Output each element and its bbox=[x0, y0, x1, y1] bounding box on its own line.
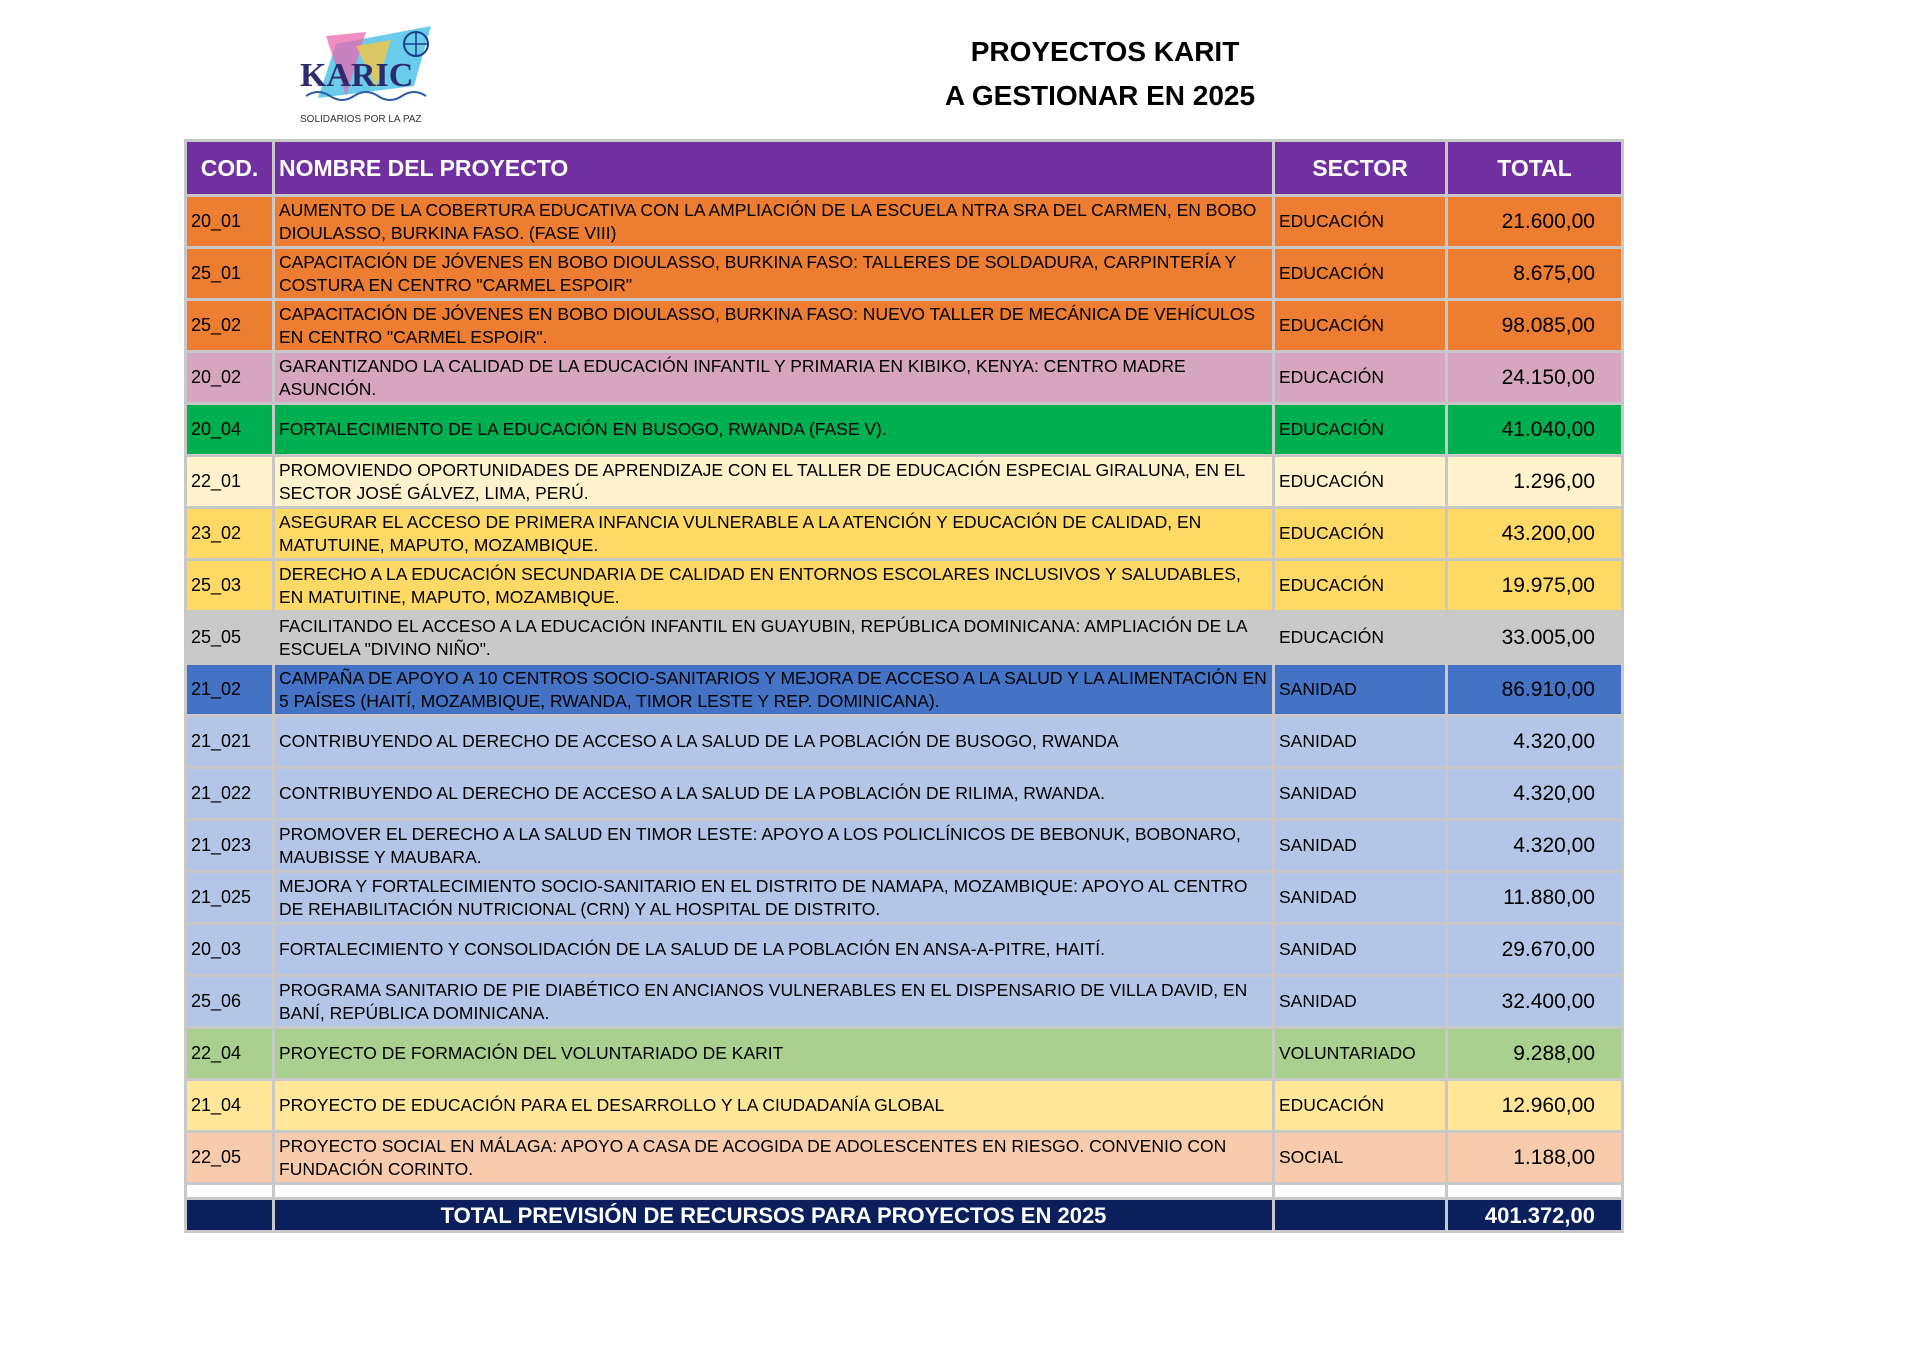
table-row bbox=[186, 1132, 1623, 1184]
row-cod: 22_04 bbox=[186, 1028, 274, 1080]
row-total: 32.400,00 bbox=[1447, 976, 1623, 1028]
row-name: PROMOVIENDO OPORTUNIDADES DE APRENDIZAJE CON EL TALLER DE EDUCACIÓN ESPECIAL GIRALUNA, EN EL SECTOR JOSÉ GÁLVEZ, LIMA, PERÚ. bbox=[274, 456, 1274, 508]
row-total: 4.320,00 bbox=[1447, 820, 1623, 872]
table-row bbox=[186, 976, 1623, 1028]
karic-logo bbox=[296, 26, 446, 126]
row-name: ASEGURAR EL ACCESO DE PRIMERA INFANCIA VULNERABLE A LA ATENCIÓN Y EDUCACIÓN DE CALIDAD, EN MATUTUINE, MAPUTO, MOZAMBIQUE. bbox=[274, 508, 1274, 560]
row-sector: SANIDAD bbox=[1274, 716, 1447, 768]
row-sector: VOLUNTARIADO bbox=[1274, 1028, 1447, 1080]
row-name: CAPACITACIÓN DE JÓVENES EN BOBO DIOULASSO, BURKINA FASO: TALLERES DE SOLDADURA, CARPINTERÍA Y COSTURA EN CENTRO "CARMEL ESPOIR" bbox=[274, 248, 1274, 300]
row-sector: SOCIAL bbox=[1274, 1132, 1447, 1184]
row-total: 4.320,00 bbox=[1447, 768, 1623, 820]
table-row bbox=[186, 404, 1623, 456]
table-row bbox=[186, 820, 1623, 872]
row-cod: 21_021 bbox=[186, 716, 274, 768]
row-sector: EDUCACIÓN bbox=[1274, 508, 1447, 560]
row-name: AUMENTO DE LA COBERTURA EDUCATIVA CON LA AMPLIACIÓN DE LA ESCUELA NTRA SRA DEL CARMEN, EN BOBO DIOULASSO, BURKINA FASO. (FASE VIII) bbox=[274, 196, 1274, 248]
row-cod: 21_025 bbox=[186, 872, 274, 924]
row-sector: EDUCACIÓN bbox=[1274, 300, 1447, 352]
table-row bbox=[186, 768, 1623, 820]
table-row bbox=[186, 1080, 1623, 1132]
spacer-row bbox=[186, 1184, 1623, 1199]
row-cod: 20_02 bbox=[186, 352, 274, 404]
row-cod: 20_03 bbox=[186, 924, 274, 976]
header-name: NOMBRE DEL PROYECTO bbox=[274, 141, 1274, 196]
table-row bbox=[186, 196, 1623, 248]
row-total: 24.150,00 bbox=[1447, 352, 1623, 404]
row-name: PROMOVER EL DERECHO A LA SALUD EN TIMOR LESTE: APOYO A LOS POLICLÍNICOS DE BEBONUK, BOBONARO, MAUBISSE Y MAUBARA. bbox=[274, 820, 1274, 872]
row-name: GARANTIZANDO LA CALIDAD DE LA EDUCACIÓN INFANTIL Y PRIMARIA EN KIBIKO, KENYA: CENTRO MADRE ASUNCIÓN. bbox=[274, 352, 1274, 404]
table-row bbox=[186, 924, 1623, 976]
row-sector: EDUCACIÓN bbox=[1274, 456, 1447, 508]
table-row bbox=[186, 352, 1623, 404]
row-name: CAPACITACIÓN DE JÓVENES EN BOBO DIOULASSO, BURKINA FASO: NUEVO TALLER DE MECÁNICA DE VEHÍCULOS EN CENTRO "CARMEL ESPOIR". bbox=[274, 300, 1274, 352]
header-cod: COD. bbox=[186, 141, 274, 196]
row-total: 98.085,00 bbox=[1447, 300, 1623, 352]
row-total: 11.880,00 bbox=[1447, 872, 1623, 924]
row-total: 86.910,00 bbox=[1447, 664, 1623, 716]
row-name: CONTRIBUYENDO AL DERECHO DE ACCESO A LA SALUD DE LA POBLACIÓN DE RILIMA, RWANDA. bbox=[274, 768, 1274, 820]
row-name: PROGRAMA SANITARIO DE PIE DIABÉTICO EN ANCIANOS VULNERABLES EN EL DISPENSARIO DE VILLA DAVID, EN BANÍ, REPÚBLICA DOMINICANA. bbox=[274, 976, 1274, 1028]
row-name: FORTALECIMIENTO DE LA EDUCACIÓN EN BUSOGO, RWANDA (FASE V). bbox=[274, 404, 1274, 456]
row-name: PROYECTO SOCIAL EN MÁLAGA: APOYO A CASA DE ACOGIDA DE ADOLESCENTES EN RIESGO. CONVENIO CON FUNDACIÓN CORINTO. bbox=[274, 1132, 1274, 1184]
table-row bbox=[186, 456, 1623, 508]
row-sector: SANIDAD bbox=[1274, 924, 1447, 976]
table-row bbox=[186, 508, 1623, 560]
row-cod: 21_04 bbox=[186, 1080, 274, 1132]
row-cod: 22_05 bbox=[186, 1132, 274, 1184]
table-row bbox=[186, 716, 1623, 768]
row-total: 1.296,00 bbox=[1447, 456, 1623, 508]
row-cod: 21_02 bbox=[186, 664, 274, 716]
row-cod: 22_01 bbox=[186, 456, 274, 508]
header-total: TOTAL bbox=[1447, 141, 1623, 196]
row-sector: SANIDAD bbox=[1274, 820, 1447, 872]
row-total: 4.320,00 bbox=[1447, 716, 1623, 768]
row-total: 12.960,00 bbox=[1447, 1080, 1623, 1132]
row-total: 21.600,00 bbox=[1447, 196, 1623, 248]
row-name: CAMPAÑA DE APOYO A 10 CENTROS SOCIO-SANITARIOS Y MEJORA DE ACCESO A LA SALUD Y LA ALIMENTACIÓN EN 5 PAÍSES (HAITÍ, MOZAMBIQUE, RWANDA, TIMOR LESTE Y REP. DOMINICANA). bbox=[274, 664, 1274, 716]
row-total: 43.200,00 bbox=[1447, 508, 1623, 560]
row-cod: 25_05 bbox=[186, 612, 274, 664]
row-sector: SANIDAD bbox=[1274, 872, 1447, 924]
row-total: 41.040,00 bbox=[1447, 404, 1623, 456]
table-row bbox=[186, 612, 1623, 664]
row-name: CONTRIBUYENDO AL DERECHO DE ACCESO A LA SALUD DE LA POBLACIÓN DE BUSOGO, RWANDA bbox=[274, 716, 1274, 768]
total-cod-cell bbox=[186, 1199, 274, 1232]
row-cod: 25_01 bbox=[186, 248, 274, 300]
table-row bbox=[186, 248, 1623, 300]
row-name: DERECHO A LA EDUCACIÓN SECUNDARIA DE CALIDAD EN ENTORNOS ESCOLARES INCLUSIVOS Y SALUDABLES, EN MATUITINE, MAPUTO, MOZAMBIQUE. bbox=[274, 560, 1274, 612]
row-sector: EDUCACIÓN bbox=[1274, 404, 1447, 456]
row-cod: 21_023 bbox=[186, 820, 274, 872]
row-total: 29.670,00 bbox=[1447, 924, 1623, 976]
table-row bbox=[186, 1028, 1623, 1080]
row-sector: EDUCACIÓN bbox=[1274, 196, 1447, 248]
header-sector: SECTOR bbox=[1274, 141, 1447, 196]
row-cod: 25_06 bbox=[186, 976, 274, 1028]
row-sector: SANIDAD bbox=[1274, 664, 1447, 716]
row-cod: 25_03 bbox=[186, 560, 274, 612]
row-sector: EDUCACIÓN bbox=[1274, 248, 1447, 300]
total-label: TOTAL PREVISIÓN DE RECURSOS PARA PROYECTOS EN 2025 bbox=[274, 1199, 1274, 1232]
row-sector: SANIDAD bbox=[1274, 768, 1447, 820]
row-total: 19.975,00 bbox=[1447, 560, 1623, 612]
row-sector: SANIDAD bbox=[1274, 976, 1447, 1028]
row-name: PROYECTO DE FORMACIÓN DEL VOLUNTARIADO DE KARIT bbox=[274, 1028, 1274, 1080]
logo-tagline: SOLIDARIOS POR LA PAZ bbox=[300, 114, 422, 125]
projects-table bbox=[184, 139, 1624, 1233]
row-sector: EDUCACIÓN bbox=[1274, 612, 1447, 664]
row-name: MEJORA Y FORTALECIMIENTO SOCIO-SANITARIO EN EL DISTRITO DE NAMAPA, MOZAMBIQUE: APOYO AL CENTRO DE REHABILITACIÓN NUTRICIONAL (CRN) Y AL HOSPITAL DE DISTRITO. bbox=[274, 872, 1274, 924]
total-sector-cell bbox=[1274, 1199, 1447, 1232]
row-total: 33.005,00 bbox=[1447, 612, 1623, 664]
title-line-2: A GESTIONAR EN 2025 bbox=[944, 80, 1256, 111]
row-total: 8.675,00 bbox=[1447, 248, 1623, 300]
title-line-1: PROYECTOS KARIT bbox=[970, 36, 1240, 67]
page-title bbox=[700, 30, 1500, 118]
row-sector: EDUCACIÓN bbox=[1274, 1080, 1447, 1132]
table-row bbox=[186, 300, 1623, 352]
row-name: PROYECTO DE EDUCACIÓN PARA EL DESARROLLO Y LA CIUDADANÍA GLOBAL bbox=[274, 1080, 1274, 1132]
total-value: 401.372,00 bbox=[1447, 1199, 1623, 1232]
row-sector: EDUCACIÓN bbox=[1274, 352, 1447, 404]
total-row bbox=[186, 1199, 1623, 1232]
row-cod: 20_01 bbox=[186, 196, 274, 248]
row-name: FORTALECIMIENTO Y CONSOLIDACIÓN DE LA SALUD DE LA POBLACIÓN EN ANSA-A-PITRE, HAITÍ. bbox=[274, 924, 1274, 976]
row-total: 1.188,00 bbox=[1447, 1132, 1623, 1184]
row-name: FACILITANDO EL ACCESO A LA EDUCACIÓN INFANTIL EN GUAYUBIN, REPÚBLICA DOMINICANA: AMPLIACIÓN DE LA ESCUELA "DIVINO NIÑO". bbox=[274, 612, 1274, 664]
row-cod: 21_022 bbox=[186, 768, 274, 820]
table-row bbox=[186, 560, 1623, 612]
row-cod: 20_04 bbox=[186, 404, 274, 456]
row-total: 9.288,00 bbox=[1447, 1028, 1623, 1080]
logo-wordmark: KARIC bbox=[300, 57, 414, 94]
row-cod: 25_02 bbox=[186, 300, 274, 352]
table-row bbox=[186, 664, 1623, 716]
row-cod: 23_02 bbox=[186, 508, 274, 560]
table-row bbox=[186, 872, 1623, 924]
table-header-row bbox=[186, 141, 1623, 196]
row-sector: EDUCACIÓN bbox=[1274, 560, 1447, 612]
